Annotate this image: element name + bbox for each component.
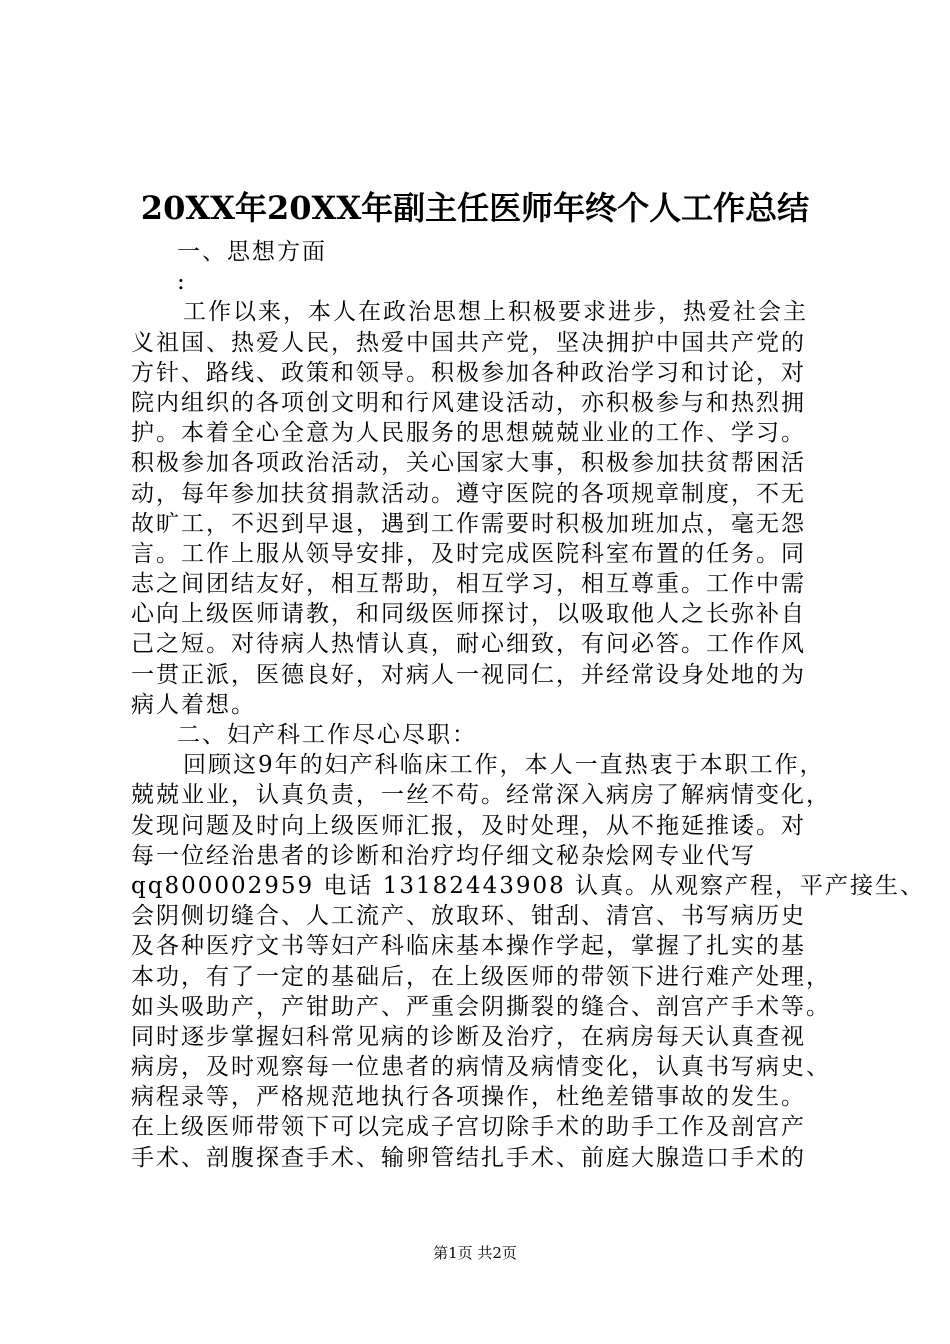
paragraph-line: 己之短。对待病人热情认真，耐心细致，有问必答。工作作风 bbox=[131, 631, 806, 658]
paragraph-line: 故旷工，不迟到早退，遇到工作需要时积极加班加点，毫无怨 bbox=[131, 510, 806, 537]
paragraph-line: 手术、剖腹探查手术、输卵管结扎手术、前庭大腺造口手术的 bbox=[131, 1144, 806, 1171]
paragraph-line: 如头吸助产，产钳助产、严重会阴撕裂的缝合、剖宫产手术等。 bbox=[131, 993, 831, 1020]
paragraph-line: 心向上级医师请教，和同级医师探讨，以吸取他人之长弥补自 bbox=[131, 601, 806, 628]
section-heading-obstetrics: 二、妇产科工作尽心尽职： bbox=[177, 722, 477, 748]
document-title: 20XX年20XX年副主任医师年终个人工作总结 bbox=[140, 189, 810, 227]
paragraph-line: 义祖国、热爱人民，热爱中国共产党，坚决拥护中国共产党的 bbox=[131, 329, 806, 356]
page-number-footer: 第1页 共2页 bbox=[433, 1244, 517, 1262]
paragraph-line: 言。工作上服从领导安排，及时完成医院科室布置的任务。同 bbox=[131, 540, 806, 567]
paragraph-line: 回顾这9年的妇产科临床工作，本人一直热衷于本职工作， bbox=[183, 752, 825, 779]
paragraph-line: 方针、路线、政策和领导。积极参加各种政治学习和讨论，对 bbox=[131, 359, 806, 386]
paragraph-line: 及各种医疗文书等妇产科临床基本操作学起，掌握了扎实的基 bbox=[131, 933, 806, 960]
paragraph-line: 病房，及时观察每一位患者的病情及病情变化，认真书写病史、 bbox=[131, 1054, 831, 1081]
paragraph-line: 病人着想。 bbox=[131, 691, 256, 718]
paragraph-line: 积极参加各项政治活动，关心国家大事，积极参加扶贫帮困活 bbox=[131, 450, 806, 477]
paragraph-line: 动，每年参加扶贫捐款活动。遵守医院的各项规章制度，不无 bbox=[131, 480, 806, 507]
paragraph-line: 在上级医师带领下可以完成子宫切除手术的助手工作及剖宫产 bbox=[131, 1114, 806, 1141]
paragraph-line: 护。本着全心全意为人民服务的思想兢兢业业的工作、学习。 bbox=[131, 420, 806, 447]
document-body bbox=[131, 237, 926, 1173]
heading-colon: : bbox=[177, 269, 187, 296]
paragraph-line: qq800002959 电话 13182443908 认真。从观察产程，平产接生、 bbox=[131, 872, 926, 899]
paragraph-line: 本功，有了一定的基础后，在上级医师的带领下进行难产处理， bbox=[131, 963, 831, 990]
paragraph-line: 工作以来，本人在政治思想上积极要求进步，热爱社会主 bbox=[183, 299, 808, 326]
paragraph-line: 每一位经治患者的诊断和治疗均仔细文秘杂烩网专业代写 bbox=[131, 842, 756, 869]
paragraph-line: 兢兢业业，认真负责，一丝不苟。经常深入病房了解病情变化， bbox=[131, 782, 831, 809]
paragraph-line: 发现问题及时向上级医师汇报，及时处理，从不拖延推诿。对 bbox=[131, 812, 806, 839]
paragraph-line: 一贯正派，医德良好，对病人一视同仁，并经常设身处地的为 bbox=[131, 661, 806, 688]
paragraph-line: 志之间团结友好，相互帮助，相互学习，相互尊重。工作中需 bbox=[131, 571, 806, 598]
paragraph-line: 病程录等，严格规范地执行各项操作，杜绝差错事故的发生。 bbox=[131, 1084, 806, 1111]
paragraph-line: 会阴侧切缝合、人工流产、放取环、钳刮、清宫、书写病历史 bbox=[131, 903, 806, 930]
paragraph-line: 院内组织的各项创文明和行风建设活动，亦积极参与和热烈拥 bbox=[131, 389, 806, 416]
section-heading-thought: 一、思想方面 bbox=[177, 239, 327, 265]
paragraph-line: 同时逐步掌握妇科常见病的诊断及治疗，在病房每天认真查视 bbox=[131, 1023, 806, 1050]
